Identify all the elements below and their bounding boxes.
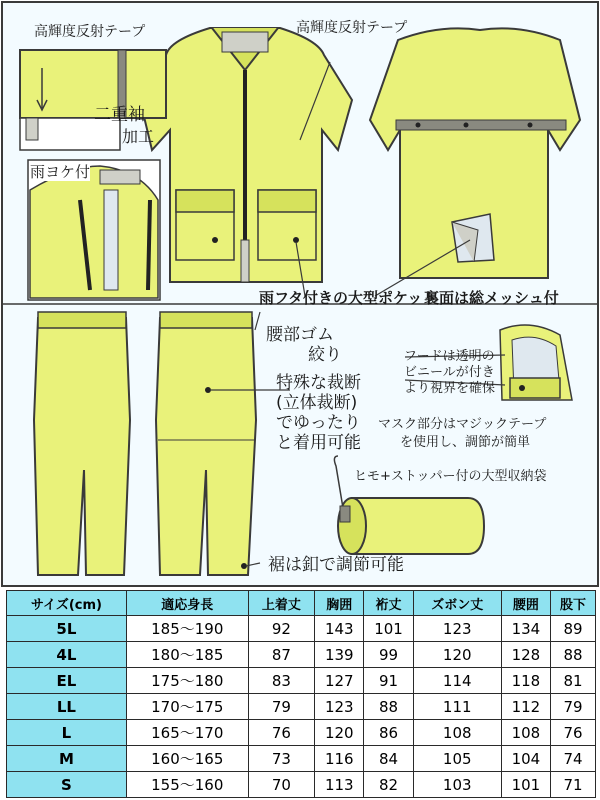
table-cell: 76: [551, 720, 596, 746]
size-table: [6, 590, 596, 798]
table-cell: 108: [501, 720, 550, 746]
table-row: [7, 694, 596, 720]
table-cell: 99: [364, 642, 413, 668]
table-cell: 112: [501, 694, 550, 720]
table-cell: 76: [248, 720, 315, 746]
table-cell: 104: [501, 746, 550, 772]
waist-rubber-label-2: 絞り: [308, 345, 342, 365]
table-cell: 139: [315, 642, 364, 668]
table-cell: 83: [248, 668, 315, 694]
table-cell: 160～165: [126, 746, 248, 772]
table-row: [7, 720, 596, 746]
special-cut-label-1: 特殊な裁断: [276, 373, 361, 393]
table-cell: 123: [315, 694, 364, 720]
table-cell: 123: [413, 616, 501, 642]
table-cell: 79: [551, 694, 596, 720]
jacket-back: [370, 28, 580, 278]
table-cell: 128: [501, 642, 550, 668]
table-cell: 170～175: [126, 694, 248, 720]
size-table-header-row: [7, 591, 596, 616]
hem-adjust-label: 裾は釦で調節可能: [268, 555, 404, 575]
double-sleeve-label: 二重袖: [94, 105, 145, 125]
size-cell: LL: [7, 694, 127, 720]
size-cell: EL: [7, 668, 127, 694]
waist-rubber-label: 腰部ゴム: [266, 325, 334, 345]
table-cell: 103: [413, 772, 501, 798]
hood-label-3: より視界を確保: [404, 381, 496, 396]
mask-label-1: マスク部分はマジックテープ: [378, 417, 547, 432]
table-row: [7, 642, 596, 668]
rain-yoke-label: 雨ヨケ付: [30, 163, 91, 181]
table-cell: 88: [551, 642, 596, 668]
hood-label-1: フードは透明の: [404, 349, 495, 364]
table-cell: 120: [315, 720, 364, 746]
flap-pocket-label: 雨フタ付きの大型ポケット: [259, 289, 438, 307]
table-cell: 70: [248, 772, 315, 798]
table-row: [7, 668, 596, 694]
header-chest: 胸囲: [315, 591, 364, 616]
table-cell: 143: [315, 616, 364, 642]
table-cell: 71: [551, 772, 596, 798]
table-cell: 120: [413, 642, 501, 668]
table-cell: 114: [413, 668, 501, 694]
size-cell: M: [7, 746, 127, 772]
size-cell: S: [7, 772, 127, 798]
table-cell: 111: [413, 694, 501, 720]
header-inseam: 股下: [551, 591, 596, 616]
hood-label-2: ビニールが付き: [404, 365, 495, 380]
special-cut-label-3: でゆったり: [276, 413, 361, 433]
table-cell: 165～170: [126, 720, 248, 746]
table-cell: 79: [248, 694, 315, 720]
header-height: 適応身長: [126, 591, 248, 616]
table-cell: 73: [248, 746, 315, 772]
special-cut-label-4: と着用可能: [276, 433, 361, 453]
mesh-lining-label: 裏面は総メッシュ付: [424, 289, 559, 307]
table-cell: 134: [501, 616, 550, 642]
table-cell: 91: [364, 668, 413, 694]
mask-label-2: を使用し、調節が簡単: [400, 435, 531, 450]
double-sleeve-label-2: 加工: [122, 127, 155, 146]
table-row: [7, 616, 596, 642]
table-cell: 108: [413, 720, 501, 746]
table-cell: 118: [501, 668, 550, 694]
table-cell: 101: [501, 772, 550, 798]
storage-bag-label: ヒモ+ストッパー付の大型収納袋: [354, 469, 547, 484]
table-cell: 87: [248, 642, 315, 668]
table-cell: 175～180: [126, 668, 248, 694]
reflective-tape-label-right: 高輝度反射テープ: [296, 20, 408, 36]
table-cell: 180～185: [126, 642, 248, 668]
header-size: サイズ(cm): [7, 591, 127, 616]
table-cell: 185～190: [126, 616, 248, 642]
table-cell: 127: [315, 668, 364, 694]
table-cell: 113: [315, 772, 364, 798]
table-cell: 101: [364, 616, 413, 642]
table-cell: 155～160: [126, 772, 248, 798]
reflective-tape-label-left: 高輝度反射テープ: [34, 24, 146, 40]
table-row: [7, 746, 596, 772]
header-sleeve: 裄丈: [364, 591, 413, 616]
table-cell: 105: [413, 746, 501, 772]
table-cell: 84: [364, 746, 413, 772]
table-cell: 86: [364, 720, 413, 746]
size-cell: 5L: [7, 616, 127, 642]
header-jacket-length: 上着丈: [248, 591, 315, 616]
table-cell: 82: [364, 772, 413, 798]
table-cell: 88: [364, 694, 413, 720]
table-cell: 116: [315, 746, 364, 772]
size-cell: L: [7, 720, 127, 746]
table-row: [7, 772, 596, 798]
table-cell: 92: [248, 616, 315, 642]
header-trouser-length: ズボン丈: [413, 591, 501, 616]
table-cell: 74: [551, 746, 596, 772]
jacket-front: [140, 28, 352, 282]
special-cut-label-2: (立体裁断): [276, 393, 358, 413]
header-waist: 腰囲: [501, 591, 550, 616]
size-cell: 4L: [7, 642, 127, 668]
table-cell: 89: [551, 616, 596, 642]
table-cell: 81: [551, 668, 596, 694]
